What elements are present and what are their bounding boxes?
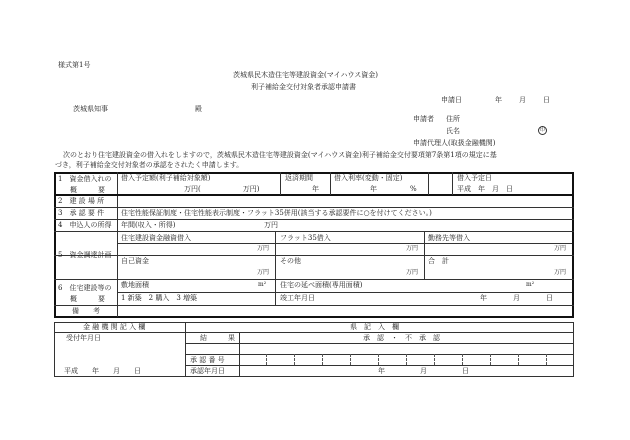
form-number: 様式第1号 <box>58 61 91 69</box>
prefecture-section-header: 県 記 入 欄 <box>350 323 399 331</box>
approval-day-unit: 日 <box>462 367 469 375</box>
housing-loan-unit[interactable]: 万円 <box>257 245 270 252</box>
floor-area-label: 住宅の延べ面積(専用面積) <box>280 281 363 289</box>
floor-area-unit[interactable]: m² <box>526 281 535 288</box>
own-funds-label: 自己資金 <box>121 257 149 265</box>
apply-month-unit: 月 <box>519 96 526 104</box>
loan-date-label: 借入予定日 <box>457 174 492 182</box>
row2-title: 2 建 設 場 所 <box>58 197 105 205</box>
completion-year-unit: 年 <box>480 294 487 302</box>
apply-date-label: 申請日 <box>441 96 462 104</box>
row1-title-a: 1 資金借入れの <box>58 175 112 183</box>
interest-rate-label: 借入利率(変動・固定) <box>334 174 403 182</box>
total-label: 合 計 <box>428 257 449 265</box>
approval-month-unit: 月 <box>420 367 427 375</box>
apply-day-unit: 日 <box>543 96 550 104</box>
approval-number-label: 承 認 番 号 <box>190 356 225 364</box>
own-funds-unit[interactable]: 万円 <box>257 269 270 276</box>
flat35-unit[interactable]: 万円 <box>406 245 419 252</box>
received-date-value[interactable]: 平成 年 月 日 <box>64 367 141 375</box>
applicant-label: 申請者 <box>413 115 434 123</box>
name-label: 氏名 <box>446 127 460 135</box>
site-area-unit[interactable]: m² <box>258 281 267 288</box>
loan-date-value[interactable]: 平成 年 月 日 <box>457 185 513 193</box>
remarks-label: 備 考 <box>72 307 100 315</box>
seal-mark: 印 <box>539 127 545 133</box>
loan-amount-label: 借入予定額(利子補給対象額) <box>121 174 211 182</box>
form-title-line2: 利子補給金交付対象者承認申請書 <box>251 83 356 91</box>
loan-amount-unit[interactable]: 万円( 万円) <box>184 185 260 193</box>
other-funds-label: その他 <box>280 257 301 265</box>
employer-loan-label: 勤務先等借入 <box>428 234 470 242</box>
repayment-term-unit[interactable]: 年 <box>312 185 319 193</box>
row3-title: 3 承 認 要 件 <box>58 209 105 217</box>
honorific: 殿 <box>195 105 202 113</box>
row4-title: 4 申込人の所得 <box>58 221 112 229</box>
result-label: 結 果 <box>200 334 235 342</box>
row1-title-b: 概 要 <box>70 186 105 194</box>
approval-requirements-text[interactable]: 住宅性能保証制度・住宅性能表示制度・フラット35併用(該当する承認要件に○を付けてください。) <box>121 209 432 217</box>
form-title-line1: 茨城県民木造住宅等建設資金(マイハウス資金) <box>233 71 378 79</box>
approval-date-label: 承認年月日 <box>190 367 225 375</box>
row6-title-a: 6 住宅建設等の <box>58 284 112 292</box>
housing-loan-label: 住宅建設資金融資借入 <box>121 234 191 242</box>
repayment-term-label: 返済期間 <box>285 174 313 182</box>
received-date-label: 受付年月日 <box>66 334 101 342</box>
apply-year-unit: 年 <box>495 96 502 104</box>
addressee: 茨城県知事 <box>73 105 108 113</box>
address-label: 住所 <box>446 115 460 123</box>
flat35-label: フラット35借入 <box>280 234 331 242</box>
intro-line-1: 次のとおり住宅建設資金の借入れをしますので，茨城県民木造住宅等建設資金(マイハウス資金)利子補給金交付要項第7条第1項の規定に基 <box>63 151 497 159</box>
intro-line-2: づき，利子補給金交付対象者の承認をされたく申請します。 <box>55 161 244 169</box>
row6-title-b: 概 要 <box>70 295 105 303</box>
income-unit[interactable]: 万円 <box>264 221 278 229</box>
completion-date-label: 竣工年月日 <box>280 294 315 302</box>
completion-day-unit: 日 <box>546 294 553 302</box>
approval-year-unit: 年 <box>378 367 385 375</box>
completion-month-unit: 月 <box>513 294 520 302</box>
bank-section-header: 金 融 機 関 記 入 欄 <box>83 323 146 331</box>
employer-loan-unit[interactable]: 万円 <box>554 245 567 252</box>
construction-type[interactable]: 1 新築 2 購入 3 増築 <box>121 294 198 302</box>
interest-rate-pct-unit[interactable]: % <box>410 185 417 193</box>
result-value[interactable]: 承 認 ・ 不 承 認 <box>363 334 440 342</box>
agent-label: 申請代理人(取扱金融機関) <box>413 139 496 147</box>
income-label: 年間(収入・所得) <box>121 221 176 229</box>
interest-rate-year-unit: 年 <box>370 185 377 193</box>
site-area-label: 敷地面積 <box>121 281 149 289</box>
row5-title: 5 資金調達計画 <box>58 251 112 259</box>
other-funds-unit[interactable]: 万円 <box>406 269 419 276</box>
total-unit[interactable]: 万円 <box>554 269 567 276</box>
